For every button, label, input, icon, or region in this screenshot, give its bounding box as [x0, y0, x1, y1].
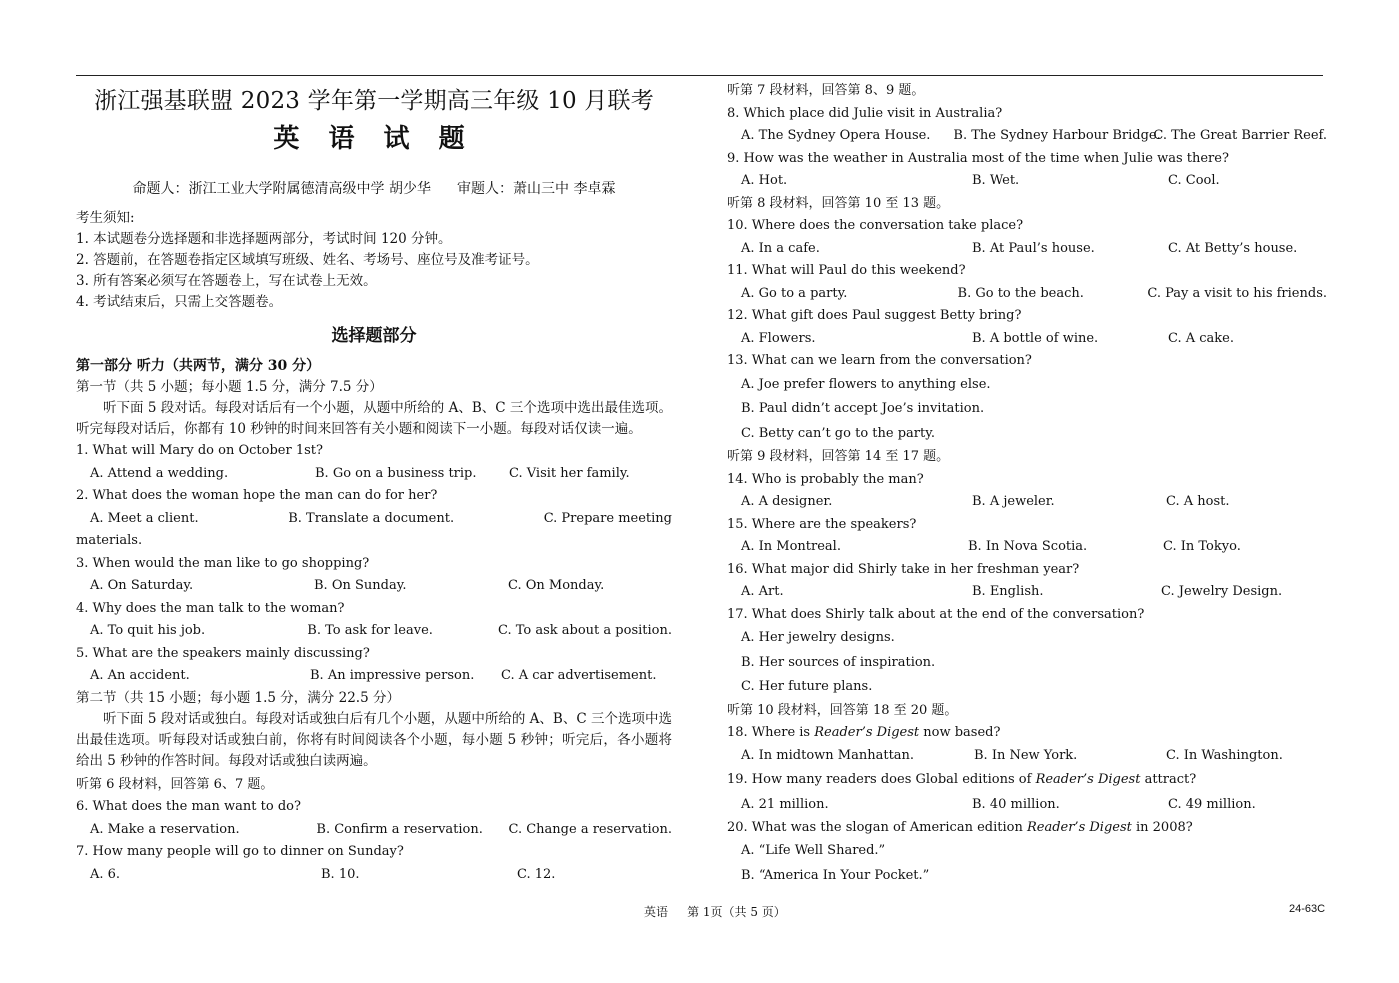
- subject-title: 英 语 试 题: [273, 124, 475, 154]
- options-10: [727, 238, 1327, 261]
- option-continuation: materials.: [76, 533, 143, 548]
- option-a[interactable]: A. On Saturday.: [90, 578, 194, 593]
- section1-instructions: 听下面 5 段对话。每段对话后有一个小题，从题中所给的 A、B、C 三个选项中选出最佳选项。听完每段对话后，你都有 10 秒钟的时间来回答有关小题和阅读下一小题。每段对话仅读一遍。: [76, 400, 672, 437]
- notice-item: 4. 考试结束后，只需上交答题卷。: [76, 294, 283, 310]
- question-text: 19. How many readers does Global editions of: [727, 772, 1036, 787]
- option-c[interactable]: C. A car advertisement.: [501, 668, 657, 683]
- option-a[interactable]: A. Her jewelry designs.: [741, 630, 895, 645]
- option-b[interactable]: B. 10.: [321, 866, 360, 882]
- question-4: 4. Why does the man talk to the woman?: [76, 600, 345, 616]
- option-b[interactable]: B. The Sydney Harbour Bridge.: [953, 128, 1161, 143]
- option-c[interactable]: C. Betty can’t go to the party.: [741, 425, 935, 441]
- option-c[interactable]: C. 12.: [517, 866, 556, 882]
- question-6: 6. What does the man want to do?: [76, 799, 301, 814]
- group-heading-8: 听第 8 段材料，回答第 10 至 13 题。: [727, 195, 950, 211]
- option-b[interactable]: B. “America In Your Pocket.”: [741, 867, 930, 883]
- option-c[interactable]: C. A host.: [1166, 494, 1230, 509]
- option-b[interactable]: B. An impressive person.: [310, 668, 475, 683]
- options-2: [76, 508, 672, 531]
- options-11: [727, 283, 1327, 306]
- options-5: [76, 665, 672, 688]
- footer-code: 24-63C: [1289, 903, 1326, 915]
- left-column: [76, 80, 672, 886]
- question-14: 14. Who is probably the man?: [727, 471, 924, 487]
- question-3: 3. When would the man like to go shopping?: [76, 555, 370, 571]
- option-a[interactable]: A. Meet a client.: [90, 510, 199, 526]
- options-15: [727, 536, 1327, 559]
- publication-title: Reader’s Digest: [1035, 772, 1141, 787]
- option-c[interactable]: C. Cool.: [1168, 173, 1220, 188]
- option-a[interactable]: A. “Life Well Shared.”: [741, 843, 886, 858]
- option-b[interactable]: B. On Sunday.: [314, 578, 407, 593]
- notice-heading: 考生须知:: [76, 210, 135, 226]
- option-b[interactable]: B. Translate a document.: [288, 510, 455, 526]
- option-b[interactable]: B. 40 million.: [972, 796, 1060, 812]
- option-a[interactable]: A. A designer.: [741, 494, 833, 509]
- option-b[interactable]: B. To ask for leave.: [307, 623, 433, 638]
- question-9: 9. How was the weather in Australia most of the time when Julie was there?: [727, 150, 1229, 166]
- right-column: [727, 80, 1327, 888]
- question-text: 18. Where is: [727, 725, 815, 740]
- group-heading-10: 听第 10 段材料，回答第 18 至 20 题。: [727, 702, 958, 718]
- option-a[interactable]: A. 6.: [90, 866, 121, 882]
- option-b[interactable]: B. In Nova Scotia.: [968, 539, 1088, 554]
- option-c[interactable]: C. Change a reservation.: [508, 821, 672, 837]
- question-text: 20. What was the slogan of American edition: [727, 819, 1027, 835]
- author: 命题人：浙江工业大学附属德清高级中学 胡少华: [132, 181, 431, 197]
- option-c[interactable]: C. The Great Barrier Reef.: [1153, 128, 1327, 143]
- option-a[interactable]: A. Flowers.: [741, 330, 816, 346]
- options-9: [727, 170, 1327, 193]
- publication-title: Reader’s Digest: [1026, 819, 1132, 835]
- options-4: [76, 620, 672, 643]
- option-a[interactable]: A. In midtown Manhattan.: [741, 747, 915, 763]
- option-c[interactable]: C. On Monday.: [508, 578, 605, 593]
- option-a[interactable]: A. In Montreal.: [741, 539, 841, 554]
- option-c[interactable]: C. Visit her family.: [509, 465, 630, 481]
- options-8: [727, 125, 1327, 148]
- exam-title: 浙江强基联盟 2023 学年第一学期高三年级 10 月联考: [94, 88, 654, 114]
- option-c[interactable]: C. A cake.: [1168, 330, 1235, 346]
- option-a[interactable]: A. Go to a party.: [741, 285, 848, 301]
- section2-heading: 第二节（共 15 小题；每小题 1.5 分，满分 22.5 分）: [76, 689, 400, 706]
- question-18: [727, 722, 1327, 745]
- header-rule: [76, 75, 1323, 76]
- option-b[interactable]: B. Go on a business trip.: [315, 465, 477, 481]
- option-b[interactable]: B. Paul didn’t accept Joe’s invitation.: [741, 401, 985, 416]
- question-1: 1. What will Mary do on October 1st?: [76, 443, 323, 458]
- section2-instructions: 听下面 5 段对话或独白。每段对话或独白后有几个小题，从题中所给的 A、B、C 三个选项中选出最佳选项。听每段对话或独白前，你将有时间阅读各个小题，每小题 5 秒钟；听完后，各小题将给出 5 秒钟的作答时间。每段对话或独白读两遍。: [76, 710, 672, 769]
- option-a[interactable]: A. 21 million.: [741, 796, 829, 812]
- option-c[interactable]: C. To ask about a position.: [497, 623, 672, 638]
- question-15: 15. Where are the speakers?: [727, 516, 917, 532]
- option-b[interactable]: B. Her sources of inspiration.: [741, 654, 936, 670]
- option-b[interactable]: B. Wet.: [972, 173, 1020, 188]
- question-17: 17. What does Shirly talk about at the end of the conversation?: [727, 606, 1145, 622]
- option-c[interactable]: C. Her future plans.: [741, 679, 873, 694]
- footer-page-number: 第 1页（共 5 页）: [687, 905, 786, 919]
- question-text: now based?: [919, 725, 1001, 740]
- options-1: [76, 463, 672, 486]
- notice-item: 2. 答题前，在答题卷指定区域填写班级、姓名、考场号、座位号及准考证号。: [76, 252, 539, 268]
- option-a[interactable]: A. Art.: [741, 584, 784, 599]
- question-7: 7. How many people will go to dinner on Sunday?: [76, 844, 404, 859]
- question-16: 16. What major did Shirly take in her freshman year?: [727, 561, 1080, 577]
- question-11: 11. What will Paul do this weekend?: [727, 263, 966, 278]
- options-12: [727, 328, 1327, 351]
- option-c[interactable]: C. Prepare meeting: [543, 510, 672, 526]
- question-text: attract?: [1140, 772, 1197, 787]
- options-19: [727, 792, 1327, 817]
- question-13: 13. What can we learn from the conversation?: [727, 353, 1032, 368]
- reviewer: 审题人：萧山三中 李卓霖: [457, 181, 616, 197]
- option-a[interactable]: A. Hot.: [741, 173, 788, 188]
- options-16: [727, 581, 1327, 604]
- question-5: 5. What are the speakers mainly discussing?: [76, 645, 370, 661]
- question-12: 12. What gift does Paul suggest Betty bring?: [727, 308, 1022, 323]
- notice-item: 1. 本试题卷分选择题和非选择题两部分，考试时间 120 分钟。: [76, 231, 452, 247]
- footer-subject: 英语: [644, 905, 669, 919]
- option-a[interactable]: A. Make a reservation.: [90, 821, 240, 837]
- question-20: [727, 817, 1327, 840]
- option-c[interactable]: C. At Betty’s house.: [1168, 240, 1298, 256]
- option-c[interactable]: C. Pay a visit to his friends.: [1147, 285, 1327, 301]
- option-b[interactable]: B. At Paul’s house.: [972, 240, 1095, 256]
- option-a[interactable]: A. An accident.: [90, 668, 190, 683]
- question-2: 2. What does the woman hope the man can do for her?: [76, 488, 438, 503]
- option-a[interactable]: A. Attend a wedding.: [90, 465, 229, 481]
- section1-heading: 第一节（共 5 小题；每小题 1.5 分，满分 7.5 分）: [76, 379, 383, 395]
- group-heading-6: 听第 6 段材料，回答第 6、7 题。: [76, 776, 274, 792]
- options-14: [727, 491, 1327, 514]
- option-a[interactable]: A. To quit his job.: [90, 623, 206, 638]
- option-b[interactable]: B. In New York.: [974, 747, 1078, 763]
- option-c[interactable]: C. 49 million.: [1168, 796, 1256, 812]
- group-heading-9: 听第 9 段材料，回答第 14 至 17 题。: [727, 449, 950, 464]
- authors-line: [76, 180, 672, 198]
- question-8: 8. Which place did Julie visit in Australia?: [727, 105, 1003, 121]
- footer-page-info: [644, 903, 786, 920]
- option-c[interactable]: C. In Tokyo.: [1163, 539, 1241, 554]
- option-b[interactable]: B. Confirm a reservation.: [316, 821, 483, 837]
- options-6: [76, 819, 672, 842]
- options-3: [76, 575, 672, 598]
- option-c[interactable]: C. Jewelry Design.: [1161, 584, 1283, 599]
- section-title: 选择题部分: [331, 326, 417, 346]
- question-text: in 2008?: [1131, 819, 1193, 835]
- options-18: [727, 745, 1327, 768]
- option-c[interactable]: C. In Washington.: [1166, 747, 1283, 763]
- option-a[interactable]: A. In a cafe.: [741, 240, 820, 256]
- publication-title: Reader’s Digest: [814, 725, 920, 740]
- option-b[interactable]: B. Go to the beach.: [957, 285, 1084, 301]
- group-heading-7: 听第 7 段材料，回答第 8、9 题。: [727, 83, 925, 98]
- option-a[interactable]: A. The Sydney Opera House.: [741, 128, 931, 143]
- question-19: [727, 769, 1327, 792]
- option-b[interactable]: B. A jeweler.: [972, 494, 1055, 509]
- part-title: 第一部分 听力（共两节，满分 30 分）: [76, 358, 321, 374]
- notice-item: 3. 所有答案必须写在答题卷上，写在试卷上无效。: [76, 273, 377, 289]
- option-a[interactable]: A. Joe prefer flowers to anything else.: [741, 376, 991, 392]
- question-10: 10. Where does the conversation take place?: [727, 218, 1024, 233]
- option-b[interactable]: B. A bottle of wine.: [972, 330, 1099, 346]
- options-7: [76, 864, 672, 887]
- option-b[interactable]: B. English.: [972, 584, 1044, 599]
